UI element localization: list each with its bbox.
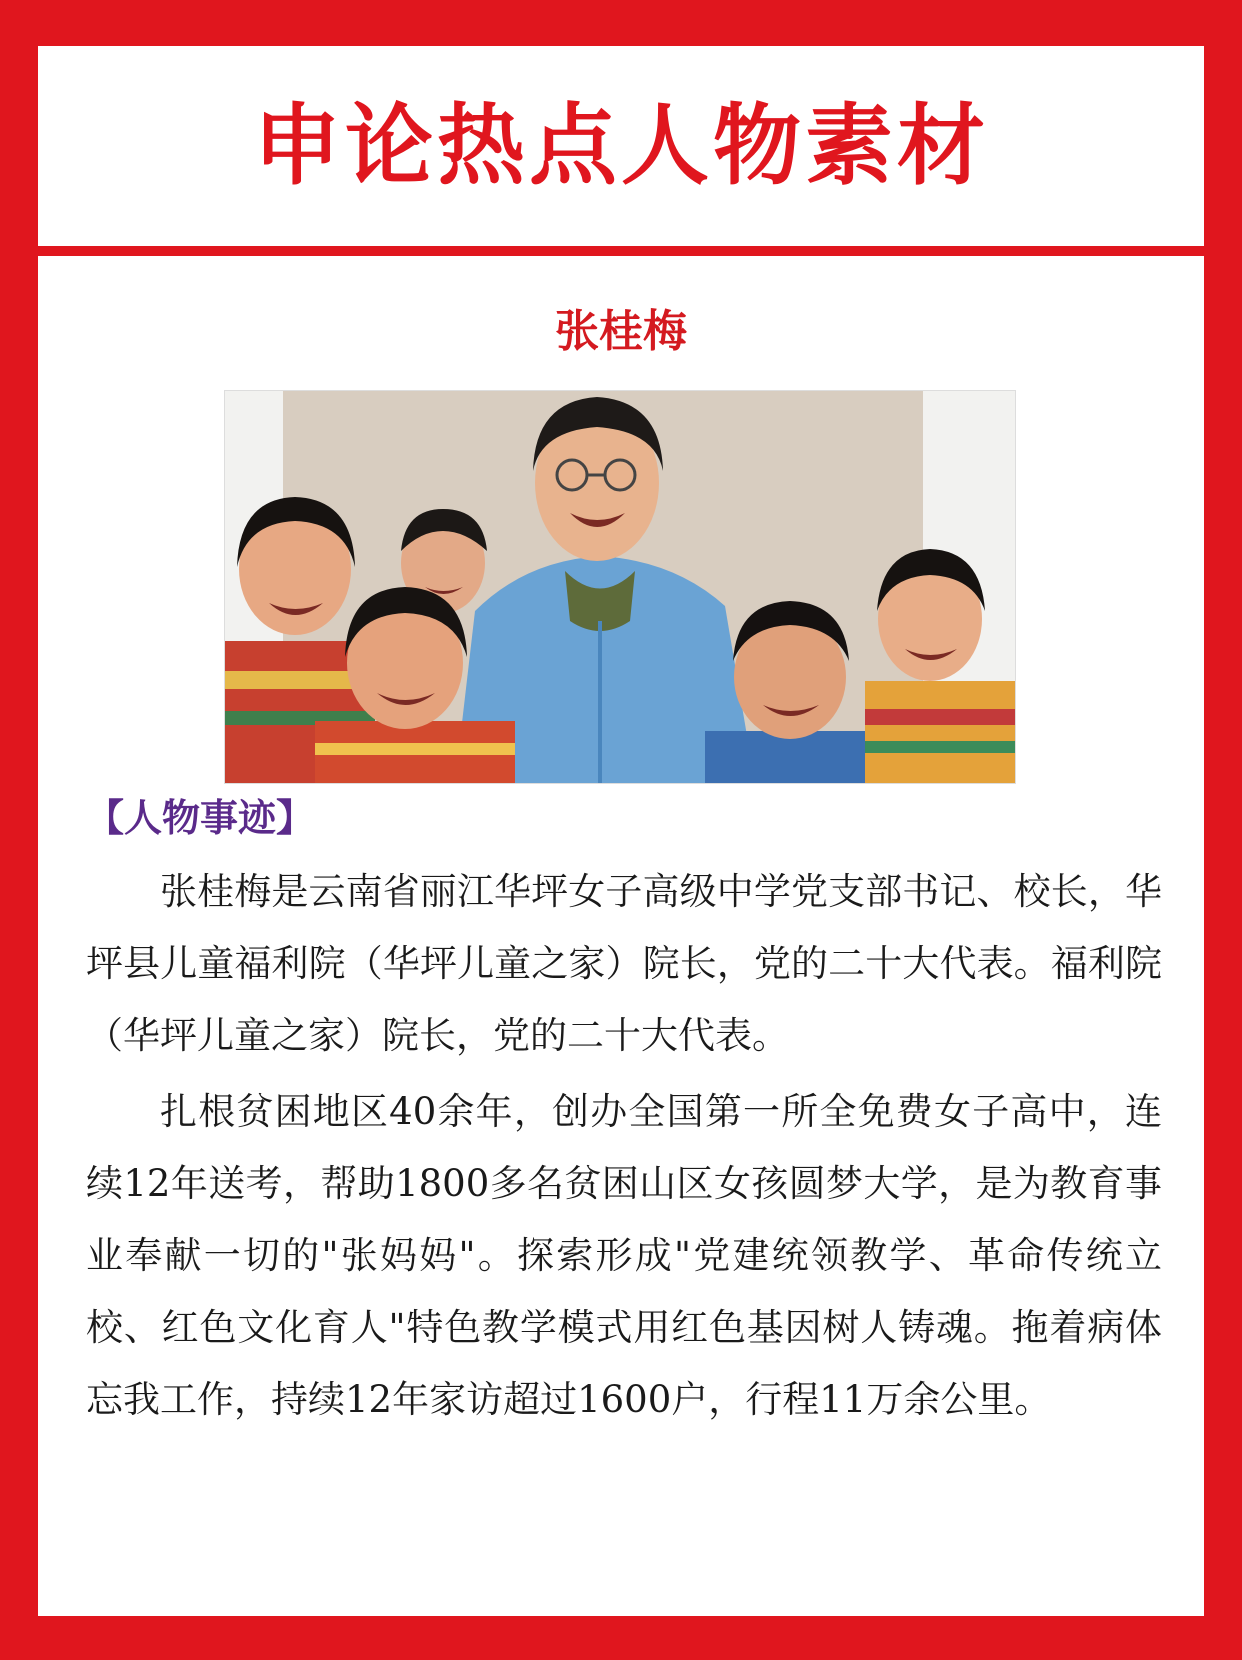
section-label: 【人物事迹】 [86,796,315,840]
person-name: 张桂梅 [555,306,687,357]
content-card [38,256,1204,1616]
page-header [38,46,1204,246]
paragraph-2: 扎根贫困地区40余年，创办全国第一所全免费女子高中，连续12年送考，帮助1800多名贫困山区女孩圆梦大学，是为教育事业奉献一切的"张妈妈"。探索形成"党建统领教学、革命传统立校、红色文化育人"特色教学模式用红色基因树人铸魂。拖着病体忘我工作，持续12年家访超过1600户，行程11万余公里。 [86,1090,1162,1421]
paragraph-1: 张桂梅是云南省丽江华坪女子高级中学党支部书记、校长，华坪县儿童福利院（华坪儿童之家）院长，党的二十大代表。福利院（华坪儿童之家）院长，党的二十大代表。 [86,870,1162,1057]
page-title: 申论热点人物素材 [252,94,989,197]
portrait-photo [224,390,1016,784]
body-text [86,856,1162,1440]
